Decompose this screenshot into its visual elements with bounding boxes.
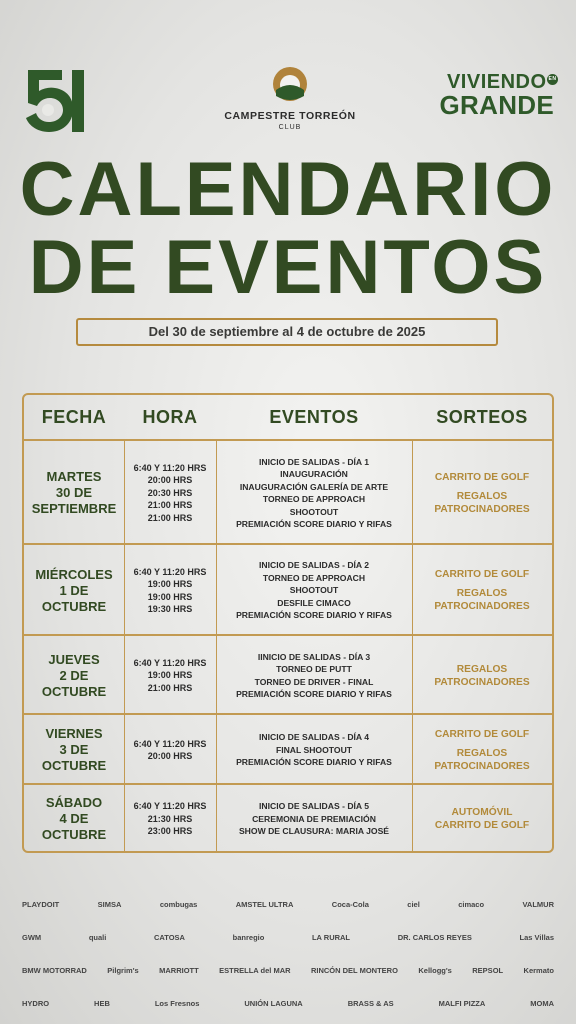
sponsor-logo: Kermato: [523, 966, 554, 975]
sponsor-logo: HEB: [94, 999, 110, 1008]
hora-cell: [124, 545, 216, 636]
hora-cell: [124, 441, 216, 545]
sorteos-cell-line: REGALOS: [456, 663, 508, 675]
tagline-line2: GRANDE: [439, 90, 554, 120]
hora-cell: [124, 785, 216, 853]
title-line1: CALENDARIO: [19, 147, 557, 232]
fecha-cell: [24, 636, 124, 715]
hora-cell-line: 19:00 HRS: [147, 591, 193, 602]
table-row: [24, 634, 552, 715]
sorteos-cell: [412, 545, 552, 636]
title-line2: DE EVENTOS: [28, 225, 548, 310]
eventos-cell-line: SHOOTOUT: [289, 506, 339, 517]
fecha-cell-line: 1 DE: [59, 582, 89, 598]
fecha-cell-line: JUEVES: [48, 651, 100, 667]
sorteos-cell-line: CARRITO DE GOLF: [434, 728, 530, 740]
sponsor-logo: Los Fresnos: [154, 999, 200, 1008]
fecha-cell-line: 4 DE: [59, 811, 89, 826]
sponsor-row: [22, 888, 554, 921]
eventos-cell-line: PREMIACIÓN SCORE DIARIO Y RIFAS: [236, 519, 392, 529]
eventos-cell-line: FINAL SHOOTOUT: [275, 744, 353, 755]
hora-cell-line: 20:00 HRS: [147, 751, 193, 761]
eventos-cell-line: DESFILE CIMACO: [277, 597, 351, 608]
sorteos-cell: [412, 785, 552, 853]
sponsor-logo: BMW MOTORRAD: [22, 966, 87, 975]
fecha-cell: [24, 441, 124, 545]
sorteos-cell-line: PATROCINADORES: [434, 503, 530, 515]
sponsor-logo: PLAYDOIT: [22, 900, 60, 909]
sponsor-row: [22, 954, 554, 987]
table-row: [24, 783, 552, 853]
hora-cell-line: 6:40 Y 11:20 HRS: [133, 657, 207, 668]
fecha-cell: [24, 785, 124, 853]
eventos-cell-line: SHOOTOUT: [289, 585, 339, 596]
sorteos-cell-line: PATROCINADORES: [434, 676, 530, 688]
sponsor-logo: quali: [88, 933, 107, 942]
club-logo: [210, 66, 370, 131]
hora-cell-line: 21:00 HRS: [147, 512, 193, 523]
sponsor-logo: DR. CARLOS REYES: [397, 933, 472, 942]
sponsor-logo: ESTRELLA del MAR: [219, 966, 291, 975]
hora-cell-line: 6:40 Y 11:20 HRS: [133, 462, 207, 473]
club-name: CAMPESTRE TORREÓN: [224, 110, 356, 122]
sponsor-logo: VALMUR: [522, 900, 554, 909]
sponsor-logo: GWM: [22, 933, 42, 942]
events-table: [22, 393, 554, 853]
eventos-cell-line: TORNEO DE DRIVER - FINAL: [254, 676, 374, 687]
eventos-cell: [216, 785, 412, 853]
tagline-en-badge: EN: [547, 74, 558, 85]
hora-cell-line: 20:00 HRS: [147, 475, 193, 486]
sorteos-cell-line: PATROCINADORES: [434, 601, 530, 612]
eventos-cell-line: TORNEO DE PUTT: [276, 664, 352, 674]
header-fecha: FECHA: [41, 407, 107, 427]
hora-cell-line: 19:00 HRS: [147, 670, 193, 681]
sorteos-cell: [412, 636, 552, 715]
eventos-cell: [216, 636, 412, 715]
hora-cell-line: 19:00 HRS: [147, 579, 193, 589]
fecha-cell-line: MARTES: [46, 469, 102, 484]
hora-cell-line: 21:00 HRS: [147, 500, 193, 511]
sponsor-logo: Pilgrim's: [107, 966, 139, 975]
sorteos-cell: [412, 715, 552, 785]
hora-cell-line: 23:00 HRS: [147, 826, 193, 837]
fecha-cell-line: MIÉRCOLES: [35, 566, 113, 582]
date-range: Del 30 de septiembre al 4 de octubre de 2025: [76, 318, 498, 346]
header-hora: HORA: [142, 407, 198, 427]
hora-cell-line: 21:00 HRS: [147, 682, 193, 693]
sponsor-logo: BRASS & AS: [347, 999, 394, 1008]
eventos-cell-line: INAUGURACIÓN: [280, 469, 348, 479]
sponsor-logos: [22, 888, 554, 1020]
sponsor-logo: AMSTEL ULTRA: [235, 900, 294, 909]
sponsor-logo: banregio: [232, 933, 265, 942]
sponsor-logo: RINCÓN DEL MONTERO: [310, 966, 398, 975]
hora-cell-line: 6:40 Y 11:20 HRS: [133, 738, 207, 749]
club-sub: CLUB: [278, 124, 302, 131]
sorteos-cell-line: REGALOS: [456, 490, 508, 502]
hora-cell: [124, 636, 216, 715]
sponsor-logo: Las Villas: [519, 933, 554, 942]
sponsor-logo: Coca-Cola: [331, 900, 369, 909]
fecha-cell-line: SEPTIEMBRE: [31, 501, 117, 516]
header-sorteos: SORTEOS: [436, 407, 528, 427]
sponsor-logo: combugas: [159, 900, 198, 909]
sorteos-cell-line: CARRITO DE GOLF: [434, 820, 530, 831]
sponsor-logo: ciel: [407, 900, 420, 909]
sponsor-logo: CATOSA: [154, 933, 185, 942]
hora-cell-line: 19:30 HRS: [147, 604, 193, 614]
eventos-cell: [216, 441, 412, 545]
eventos-cell-line: TORNEO DE APPROACH: [262, 572, 366, 583]
eventos-cell-line: INICIO DE SALIDAS - DÍA 1: [259, 456, 369, 467]
eventos-cell-line: PREMIACIÓN SCORE DIARIO Y RIFAS: [236, 689, 392, 699]
table-row: [24, 543, 552, 636]
eventos-cell-line: INICIO DE SALIDAS - DÍA 2: [259, 560, 369, 571]
hora-cell: [124, 715, 216, 785]
club-emblem-icon: [272, 66, 308, 102]
fecha-cell-line: 3 DE: [59, 742, 89, 757]
fecha-cell-line: 2 DE: [59, 667, 89, 683]
fecha-cell: [24, 545, 124, 636]
sorteos-cell-line: AUTOMÓVIL: [451, 807, 513, 818]
sponsor-row: [22, 921, 554, 954]
eventos-cell-line: CEREMONIA DE PREMIACIÓN: [252, 813, 376, 824]
anniversary-51-logo: [22, 66, 88, 134]
eventos-cell-line: PREMIACIÓN SCORE DIARIO Y RIFAS: [236, 757, 392, 768]
sponsor-logo: MALFI PIZZA: [438, 999, 486, 1008]
sorteos-cell-line: CARRITO DE GOLF: [434, 569, 530, 580]
hora-cell-line: 6:40 Y 11:20 HRS: [133, 801, 207, 812]
fecha-cell-line: OCTUBRE: [41, 827, 107, 842]
fecha-cell-line: OCTUBRE: [41, 758, 107, 773]
fecha-cell: [24, 715, 124, 785]
sponsor-logo: HYDRO: [22, 999, 50, 1008]
table-row: [24, 439, 552, 545]
eventos-cell: [216, 715, 412, 785]
viviendo-en-grande-logo: [439, 71, 557, 120]
fecha-cell-line: OCTUBRE: [41, 683, 107, 699]
sponsor-logo: UNIÓN LAGUNA: [244, 999, 303, 1008]
sponsor-logo: MARRIOTT: [159, 966, 199, 975]
fecha-cell-line: SÁBADO: [45, 795, 103, 810]
sponsor-logo: SIMSA: [97, 900, 122, 909]
hora-cell-line: 6:40 Y 11:20 HRS: [133, 566, 207, 577]
hora-cell-line: 21:30 HRS: [147, 813, 193, 824]
table-row: [24, 713, 552, 785]
sorteos-cell: [412, 441, 552, 545]
sponsor-logo: cimaco: [458, 900, 485, 909]
sponsor-logo: Kellogg's: [418, 966, 452, 975]
fecha-cell-line: 30 DE: [55, 485, 93, 500]
sorteos-cell-line: REGALOS: [456, 588, 508, 599]
sorteos-cell-line: REGALOS: [456, 747, 508, 759]
eventos-cell-line: IINICIO DE SALIDAS - DÍA 3: [257, 651, 371, 662]
eventos-cell-line: INAUGURACIÓN GALERÍA DE ARTE: [239, 481, 389, 492]
sorteos-cell-line: PATROCINADORES: [434, 760, 530, 772]
eventos-cell-line: PREMIACIÓN SCORE DIARIO Y RIFAS: [236, 610, 392, 621]
fecha-cell-line: VIERNES: [45, 726, 103, 741]
sponsor-logo: LA RURAL: [311, 933, 351, 942]
eventos-cell-line: SHOW DE CLAUSURA: MARIA JOSÉ: [238, 826, 390, 837]
eventos-cell-line: INICIO DE SALIDAS - DÍA 4: [259, 732, 369, 743]
table-header: [24, 395, 552, 439]
fecha-cell-line: OCTUBRE: [41, 598, 107, 614]
sponsor-row: [22, 987, 554, 1020]
hora-cell-line: 20:30 HRS: [147, 487, 193, 498]
header-eventos: EVENTOS: [269, 407, 359, 427]
eventos-cell-line: TORNEO DE APPROACH: [262, 494, 366, 504]
sorteos-cell-line: CARRITO DE GOLF: [434, 471, 530, 483]
tagline-line1: VIVIENDO: [446, 71, 547, 93]
sponsor-logo: REPSOL: [472, 966, 504, 975]
sponsor-logo: MOMA: [530, 999, 554, 1008]
eventos-cell-line: INICIO DE SALIDAS - DÍA 5: [259, 801, 369, 812]
eventos-cell: [216, 545, 412, 636]
